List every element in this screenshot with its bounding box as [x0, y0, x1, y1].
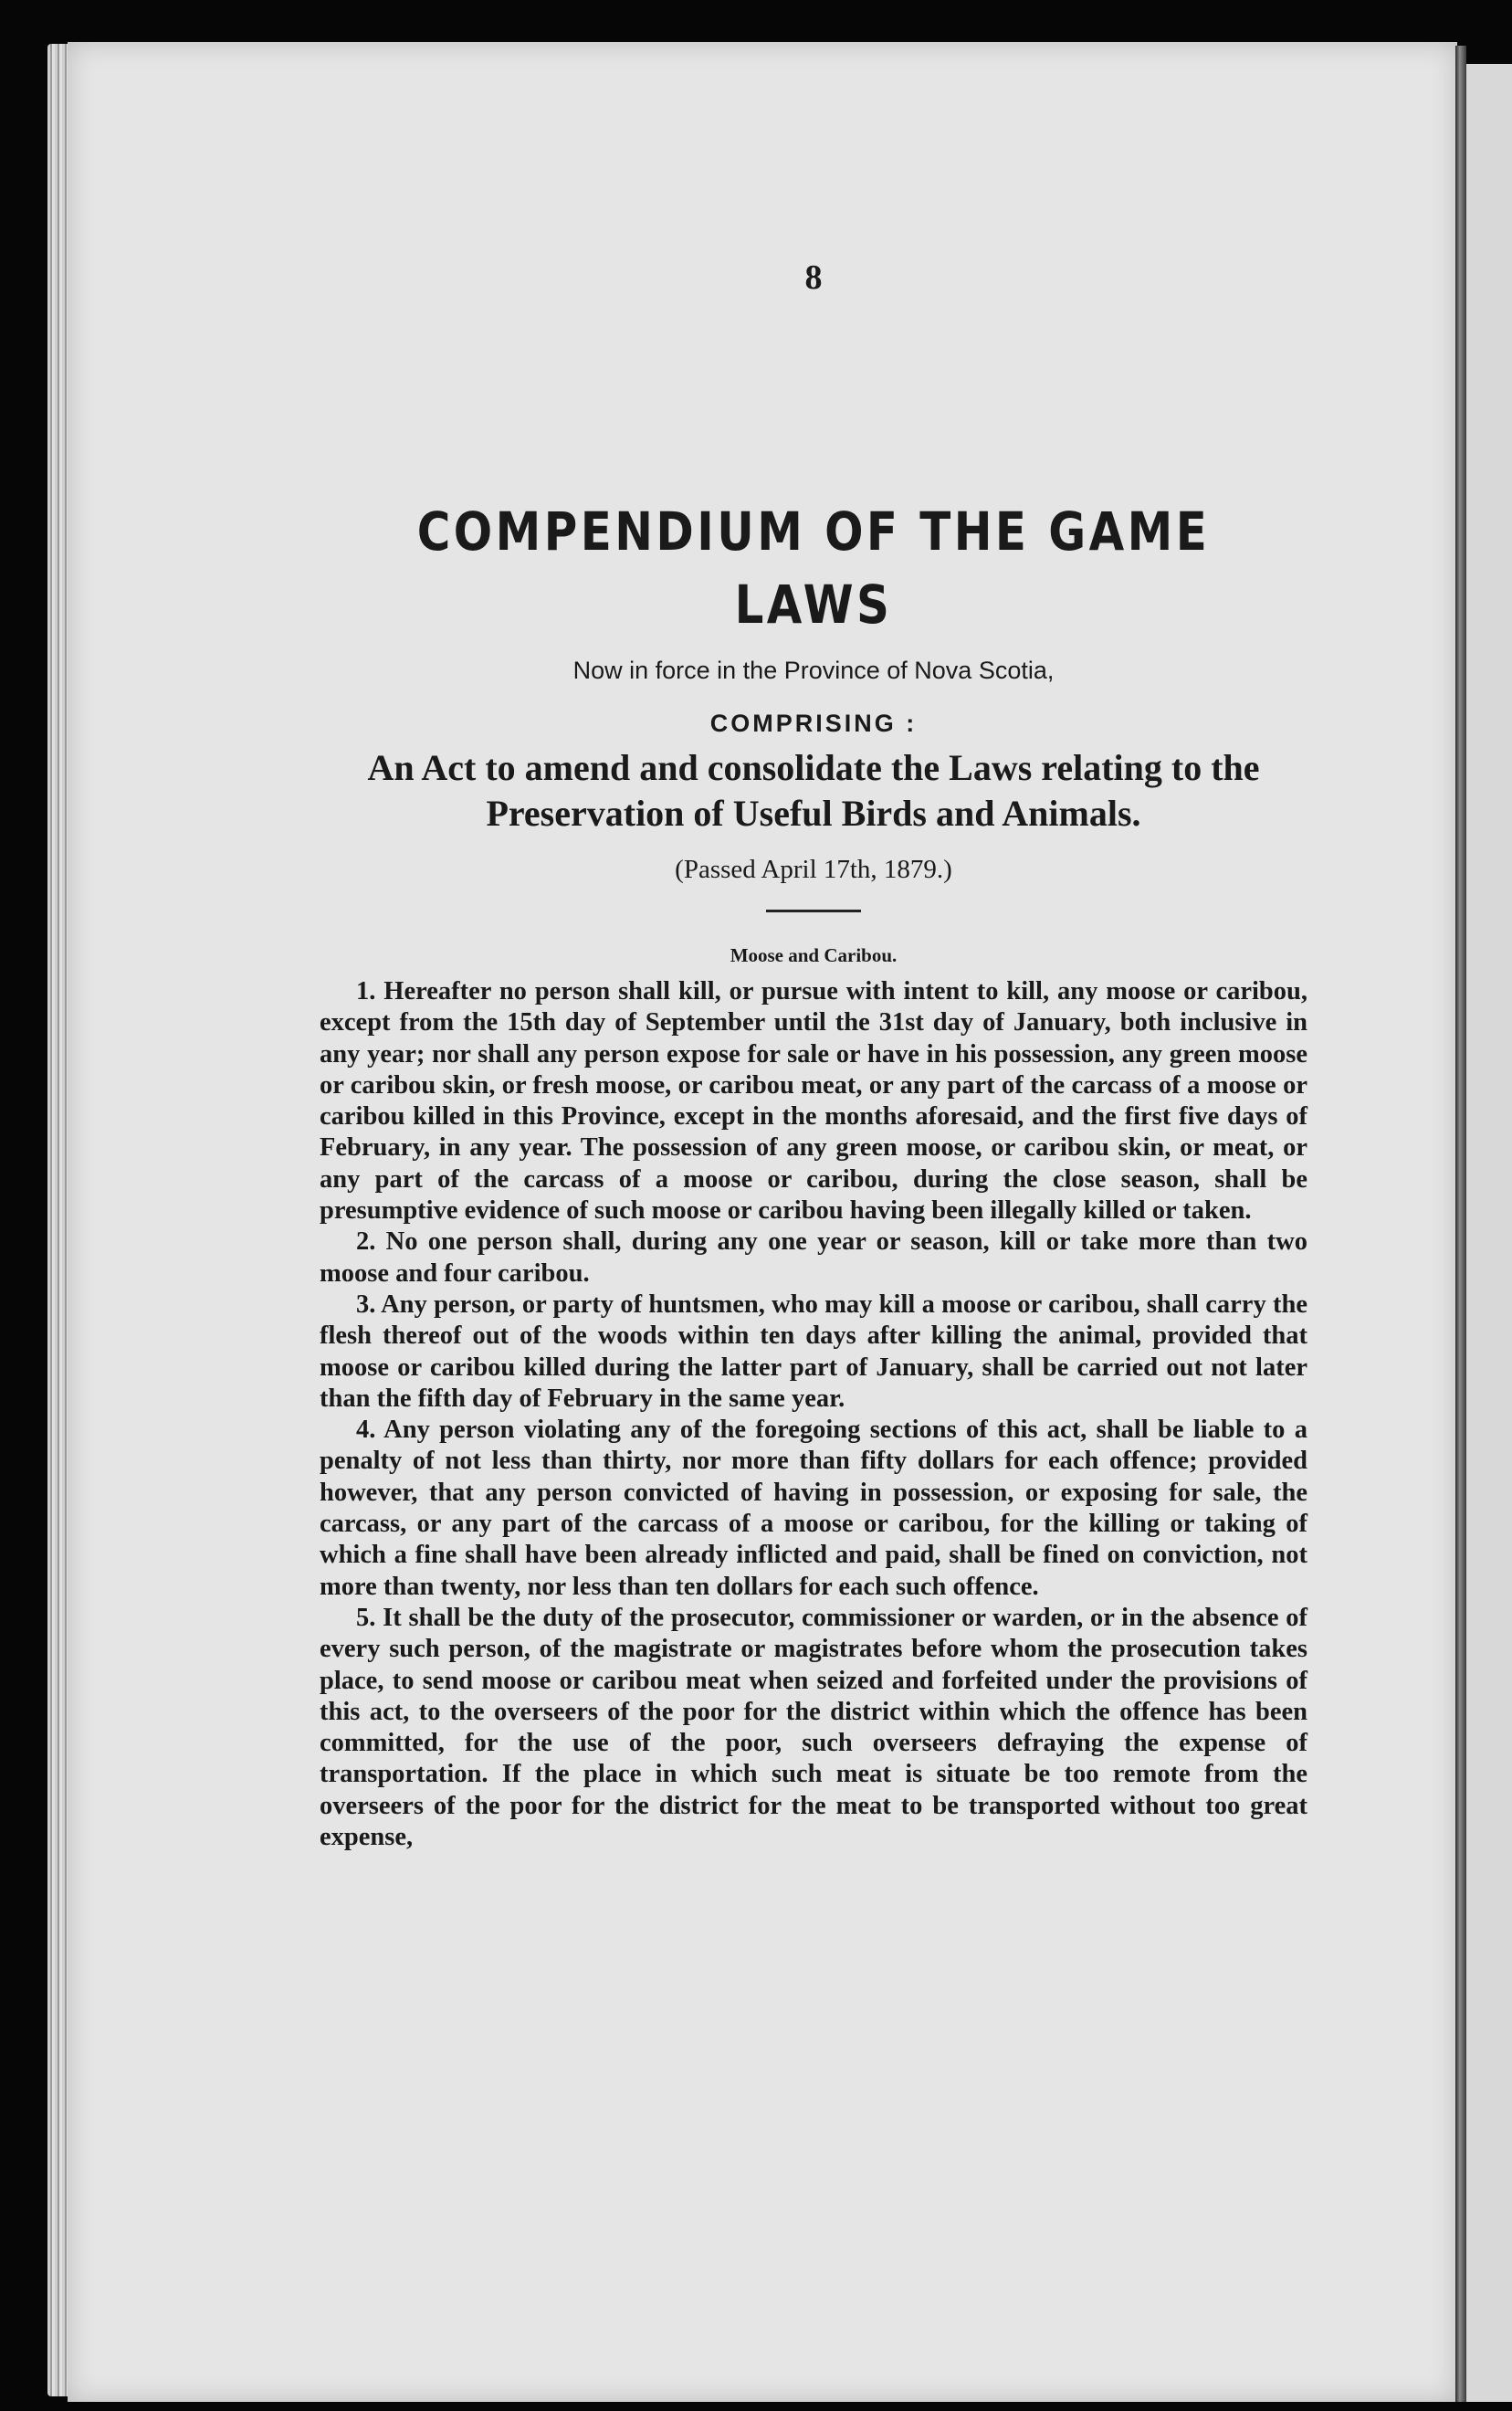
divider-rule: [766, 910, 861, 912]
page-title: COMPENDIUM OF THE GAME LAWS: [416, 500, 1211, 636]
page-number: 8: [804, 258, 823, 297]
section-paragraph-2: 2. No one person shall, during any one year or season, kill or take more than two moose and four caribou.: [320, 1227, 1307, 1288]
section-paragraph-1: 1. Hereafter no person shall kill, or pursue with intent to kill, any moose or caribou, except from the 15th day of September until the 31st day of January, both inclusive in any year; nor shall any person expose for sale or have in his possession, any green moose or caribou skin, or fresh moose, or caribou meat, or any part of the carcass of a moose or caribou killed in this Province, except in the months aforesaid, and the first five days of February, in any year. The possession of any green moose, or caribou skin, or meat, or any part of the carcass of a moose or caribou, during the close season, shall be presumptive evidence of such moose or caribou having been illegally killed or taken.: [320, 977, 1307, 1226]
passed-date: (Passed April 17th, 1879.): [675, 855, 952, 884]
book-gutter: [1455, 46, 1466, 2402]
section-paragraph-3: 3. Any person, or party of huntsmen, who may kill a moose or caribou, shall carry the flesh thereof out of the woods within ten days after killing the animal, provided that moose or caribou killed during the latter part of January, shall be carried out not later than the fifth day of February in the same year.: [320, 1290, 1307, 1413]
section-paragraph-4: 4. Any person violating any of the foregoing sections of this act, shall be liable to a penalty of not less than thirty, nor more than fifty dollars for each offence; provided however, that any person convicted of having in possession, or exposing for sale, the carcass, or any part of the carcass of a moose or caribou, for the killing or taking of which a fine shall have been already inflicted and paid, shall be fined on conviction, not more than twenty, nor less than ten dollars for each such offence.: [320, 1416, 1307, 1601]
section-paragraph-5: 5. It shall be the duty of the prosecutor, commissioner or warden, or in the absence of every such person, of the magistrate or magistrates before whom the prosecution takes place, to send moose or caribou meat when seized and forfeited under the provisions of this act, to the overseers of the poor for the district within which the offence has been committed, for the use of the poor, such overseers defraying the expense of transportation. If the place in which such meat is situate be too remote from the overseers of the poor for the district for the meat to be transported without too great expense,: [320, 1603, 1307, 1852]
page-content: [320, 256, 1307, 1853]
section-heading: Moose and Caribou.: [730, 944, 898, 966]
page-subtitle: Now in force in the Province of Nova Scotia,: [572, 657, 1055, 684]
act-title: An Act to amend and consolidate the Laws relating to the Preservation of Useful Birds and Animals.: [367, 747, 1260, 834]
next-page-edge: [1466, 64, 1512, 2402]
comprising-label: COMPRISING :: [709, 710, 918, 737]
